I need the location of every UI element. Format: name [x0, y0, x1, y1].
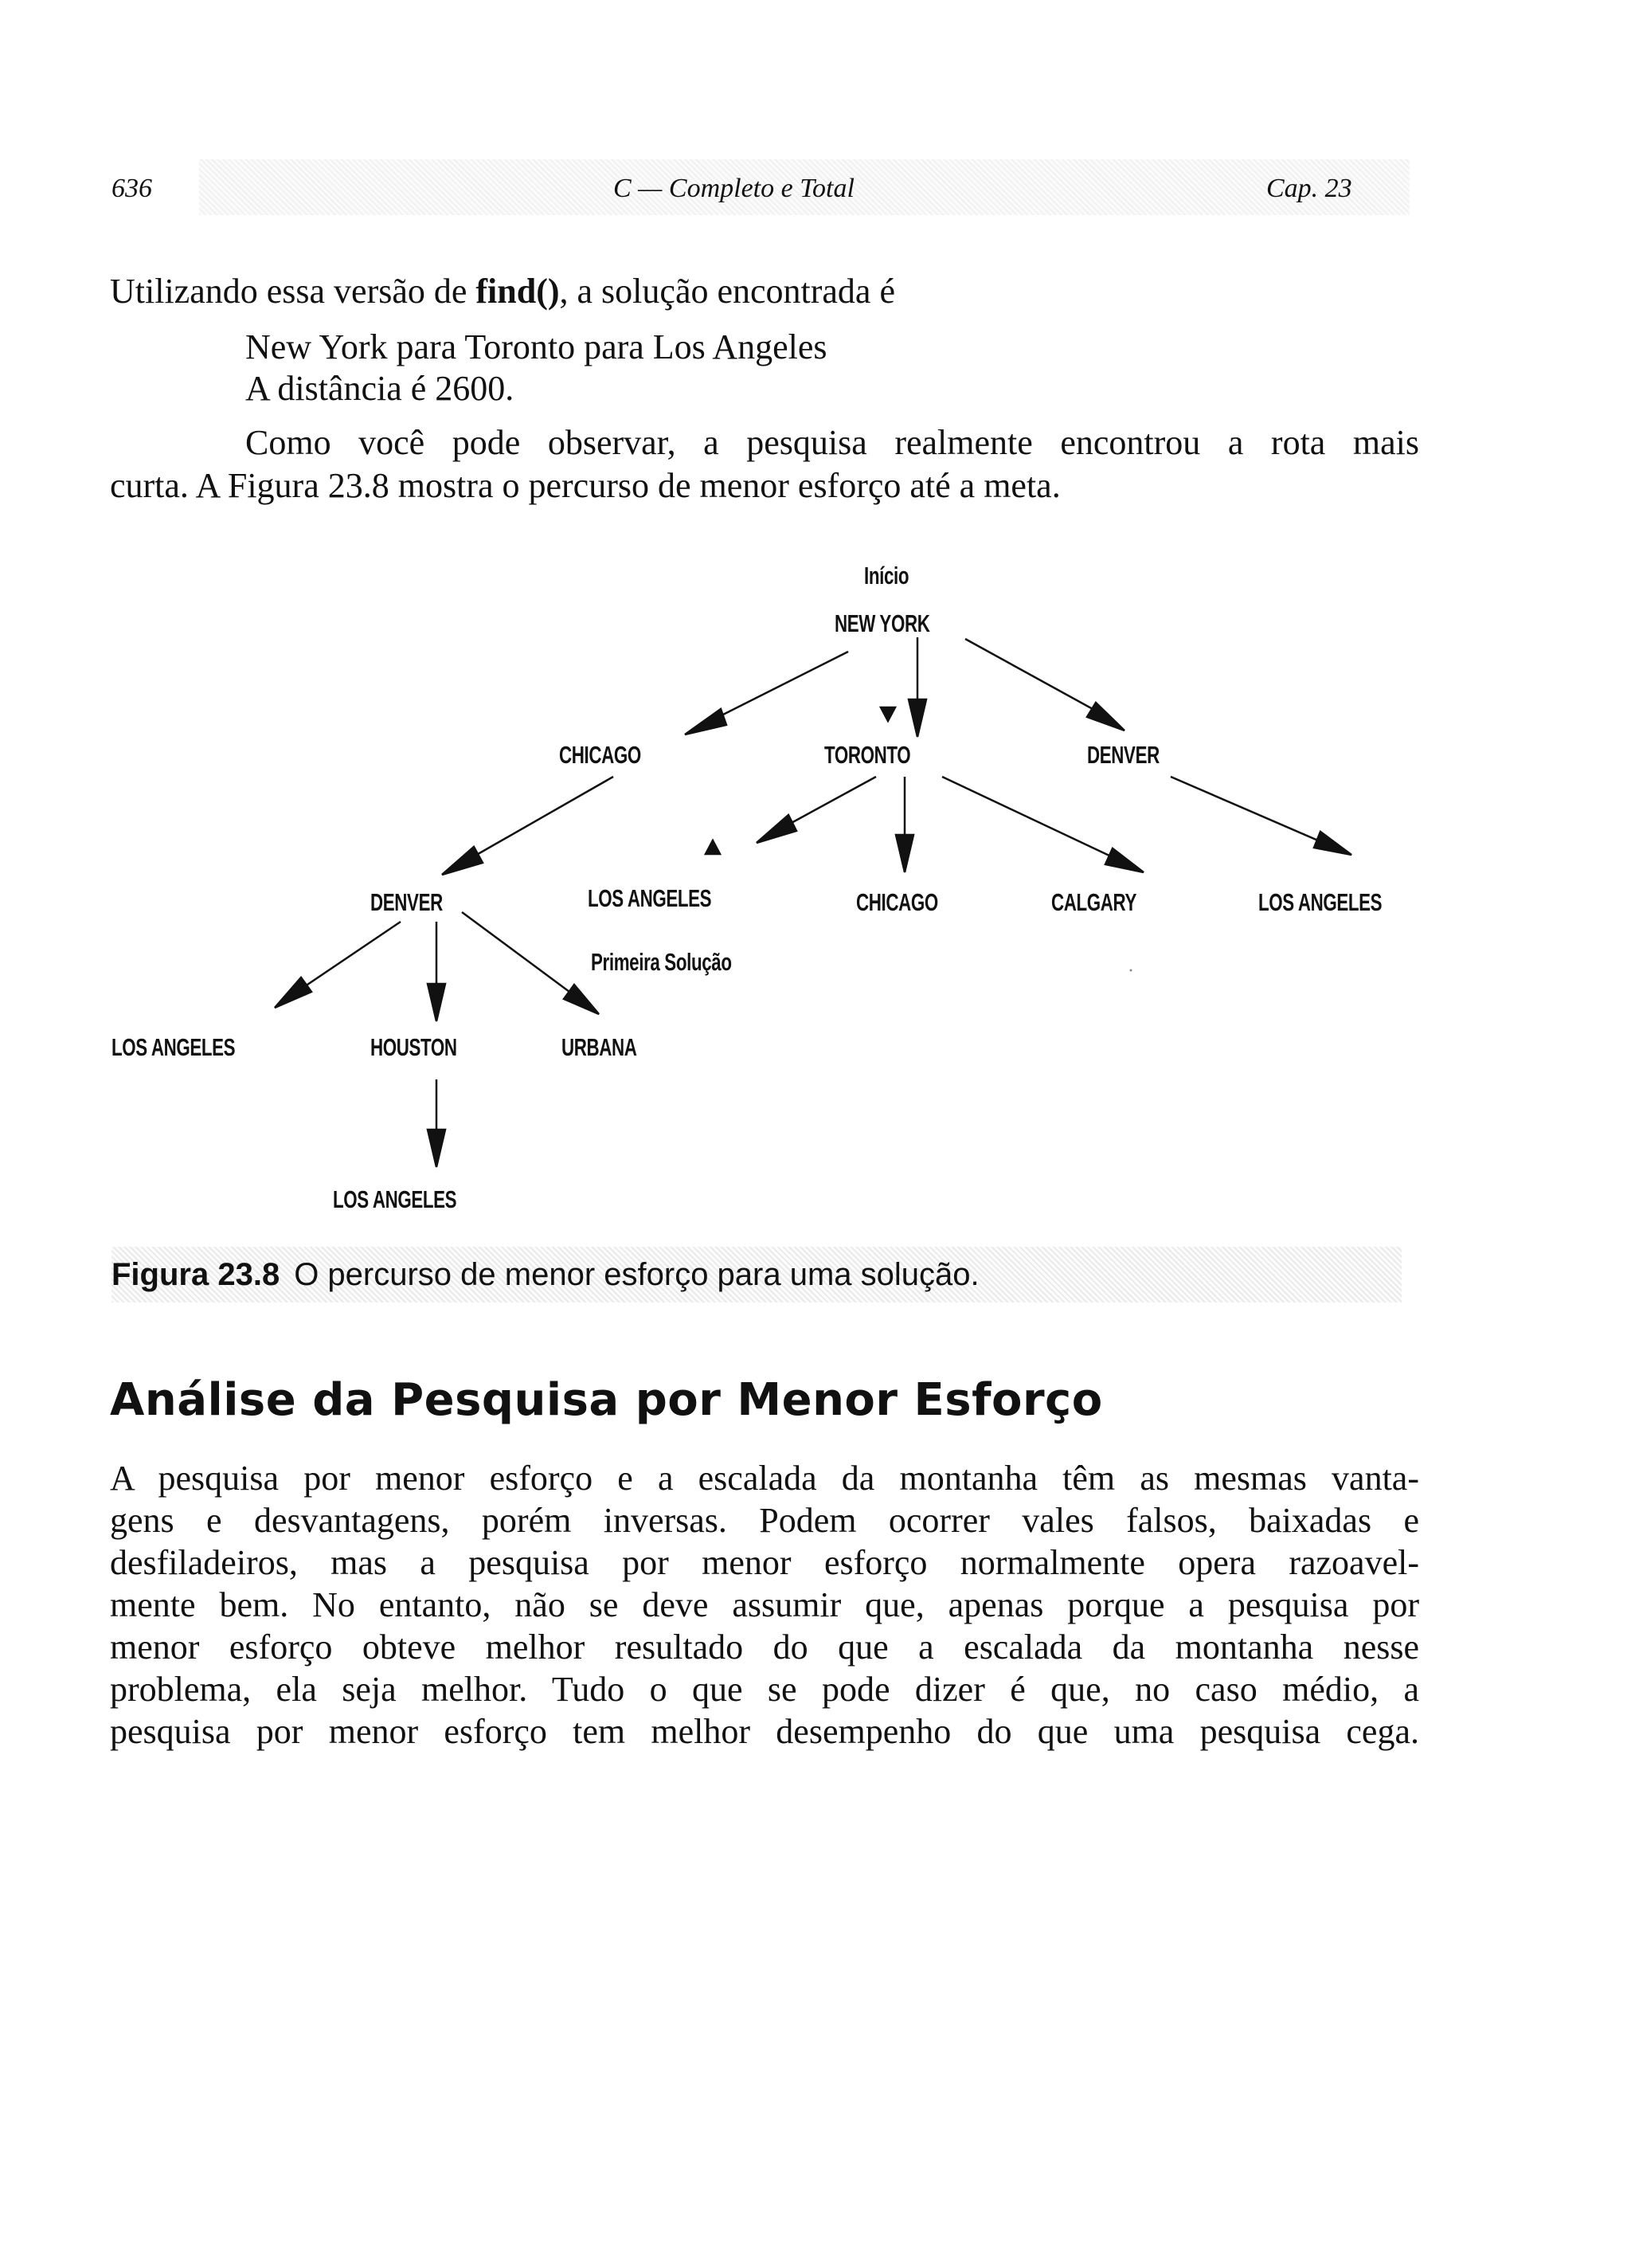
backtrack-marker-icon	[881, 707, 895, 721]
arrowhead-icon	[442, 847, 483, 875]
node-chicago: CHICAGO	[559, 741, 641, 769]
arrowhead-icon	[1105, 848, 1144, 872]
edge-chicago-denver	[474, 777, 613, 856]
caption-label: Figura 23.8	[111, 1257, 280, 1292]
arrowhead-icon	[564, 985, 599, 1014]
arrowhead-icon	[428, 984, 445, 1021]
section-line: menor esforço obteve melhor resultado do que a escalada da montanha nesse	[110, 1628, 1419, 1667]
edge-denver-urbana	[462, 912, 569, 992]
arrowhead-icon	[428, 1130, 445, 1167]
intro-after: , a solução encontrada é	[559, 272, 895, 311]
paragraph1-line2: curta. A Figura 23.8 mostra o percurso de menor esforço até a meta.	[110, 466, 1061, 505]
edge-toronto-losangeles	[788, 777, 876, 825]
node-los-angeles-mid: LOS ANGELES	[588, 884, 712, 912]
node-los-angeles-bottom: LOS ANGELES	[333, 1185, 457, 1213]
result-route: New York para Toronto para Los Angeles	[245, 327, 827, 366]
page-number: 636	[111, 174, 152, 203]
arrowhead-icon	[685, 709, 726, 734]
intro-before: Utilizando essa versão de	[110, 272, 476, 311]
section-line: gens e desvantagens, porém inversas. Podem ocorrer vales falsos, baixadas e	[110, 1501, 1419, 1540]
node-los-angeles-right: LOS ANGELES	[1258, 888, 1383, 916]
node-denver-top: DENVER	[1087, 741, 1160, 769]
backtrack-marker-icon	[706, 840, 720, 854]
arrowhead-icon	[1087, 703, 1124, 731]
node-los-angeles-left: LOS ANGELES	[111, 1033, 236, 1061]
result-distance: A distância é 2600.	[245, 369, 514, 408]
node-houston: HOUSTON	[370, 1033, 457, 1061]
start-label: Início	[864, 562, 909, 590]
section-line: A pesquisa por menor esforço e a escalada da montanha têm as mesmas vanta-	[110, 1459, 1419, 1498]
arrowhead-icon	[275, 977, 311, 1008]
edge-denver-losangeles-left	[303, 922, 401, 988]
section-line: problema, ela seja melhor. Tudo o que se pode dizer é que, no caso médio, a	[110, 1670, 1419, 1709]
node-urbana: URBANA	[561, 1033, 637, 1061]
node-new-york: NEW YORK	[835, 609, 930, 637]
edge-denver-losangeles	[1171, 777, 1318, 840]
edge-newyork-chicago	[718, 652, 848, 717]
edge-newyork-denver	[965, 639, 1093, 709]
first-solution-label: Primeira Solução	[591, 948, 732, 976]
paragraph1-line1: Como você pode observar, a pesquisa realmente encontrou a rota mais	[245, 423, 1419, 462]
find-function: find()	[475, 272, 560, 311]
section-line: desfiladeiros, mas a pesquisa por menor esforço normalmente opera razoavel-	[110, 1543, 1419, 1582]
arrowhead-icon	[896, 835, 913, 872]
node-calgary: CALGARY	[1051, 888, 1137, 916]
arrowhead-icon	[909, 699, 926, 737]
section-heading: Análise da Pesquisa por Menor Esforço	[110, 1374, 1103, 1426]
caption-text: O percurso de menor esforço para uma solução.	[294, 1257, 980, 1292]
book-title: C — Completo e Total	[613, 174, 855, 203]
edge-toronto-calgary	[942, 777, 1111, 856]
section-line: pesquisa por menor esforço tem melhor desempenho do que uma pesquisa cega.	[110, 1712, 1419, 1751]
print-speck	[1130, 969, 1132, 972]
chapter-label: Cap. 23	[1266, 174, 1352, 203]
arrowhead-icon	[757, 815, 796, 843]
arrowhead-icon	[1314, 832, 1351, 855]
node-chicago-mid: CHICAGO	[856, 888, 938, 916]
node-denver-mid: DENVER	[370, 888, 443, 916]
figure-caption	[111, 1257, 980, 1293]
section-line: mente bem. No entanto, não se deve assumir que, apenas porque a pesquisa por	[110, 1585, 1419, 1624]
node-toronto: TORONTO	[824, 741, 911, 769]
